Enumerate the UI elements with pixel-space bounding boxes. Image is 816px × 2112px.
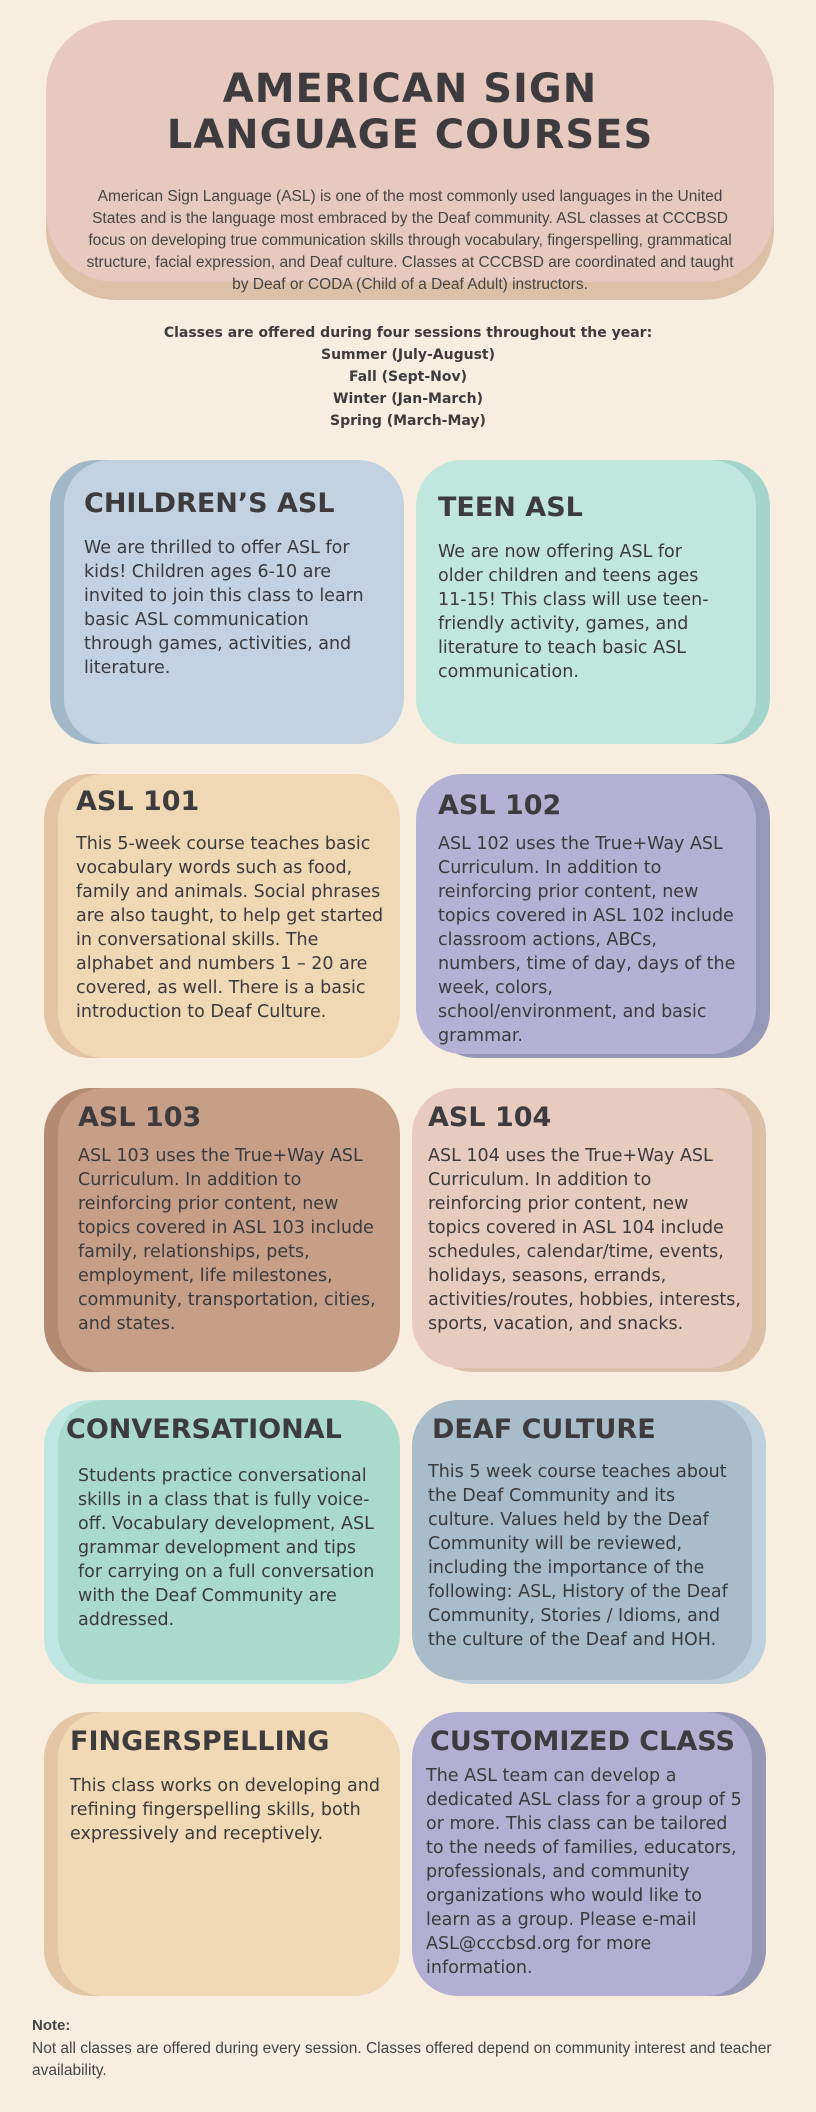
note-text: Not all classes are offered during every session. Classes offered depend on community interest and teacher availability.: [32, 2040, 772, 2079]
card-face: [416, 460, 756, 744]
course-title: CUSTOMIZED CLASS: [430, 1726, 735, 1757]
page-title: AMERICAN SIGN LANGUAGE COURSES: [166, 66, 654, 158]
course-card-asl-104: [412, 1088, 766, 1372]
course-description: ASL 102 uses the True+Way ASL Curriculum. In addition to reinforcing prior content, new topics covered in ASL 102 include classroom actions, ABCs, numbers, time of day, days of the week, colors, school/environment, and basic grammar.: [438, 834, 736, 1046]
course-title: ASL 103: [78, 1102, 202, 1133]
course-card-childrens-asl: [50, 460, 404, 744]
course-card-fingerspelling: [44, 1712, 400, 1996]
course-description: This 5-week course teaches basic vocabulary words such as food, family and animals. Social phrases are also taught, to help get started in conversational skills. The alphabet and numbers 1 – 20 are covered, as well. There is a basic introduction to Deaf Culture.: [76, 834, 384, 1022]
card-face: [58, 1400, 400, 1680]
course-title: ASL 104: [428, 1102, 552, 1133]
course-title: DEAF CULTURE: [432, 1414, 656, 1445]
course-description: This class works on developing and refining fingerspelling skills, both expressively and receptively.: [70, 1776, 380, 1844]
card-face: [58, 1088, 400, 1372]
course-description: ASL 103 uses the True+Way ASL Curriculum. In addition to reinforcing prior content, new topics covered in ASL 103 include family, relationships, pets, employment, life milestones, community, transportation, cities, and states.: [78, 1146, 376, 1334]
card-face: [412, 1400, 752, 1680]
course-description: We are thrilled to offer ASL for kids! Children ages 6-10 are invited to join this class to learn basic ASL communication through games, activities, and literature.: [84, 538, 364, 678]
course-card-asl-103: [44, 1088, 400, 1372]
header-card: [46, 20, 774, 300]
card-face: [64, 460, 404, 744]
card-face: [416, 774, 756, 1054]
course-description: We are now offering ASL for older children and teens ages 11-15! This class will use teen-friendly activity, games, and literature to teach basic ASL communication.: [438, 542, 709, 682]
session-spring: Spring (March-May): [330, 413, 486, 429]
course-title: ASL 101: [76, 786, 200, 817]
session-fall: Fall (Sept-Nov): [348, 369, 468, 385]
course-title: CHILDREN’S ASL: [84, 488, 335, 519]
card-face: [412, 1712, 752, 1996]
course-description: The ASL team can develop a dedicated ASL class for a group of 5 or more. This class can be tailored to the needs of families, educators, professionals, and community organizations who would like to learn as a group. Please e-mail ASL@cccbsd.org for more information.: [426, 1766, 742, 1978]
course-card-asl-102: [416, 774, 770, 1058]
course-title: TEEN ASL: [438, 492, 583, 523]
note-label: Note:: [32, 2017, 71, 2034]
course-title: ASL 102: [438, 790, 562, 821]
sessions-list: [0, 322, 816, 432]
session-summer: Summer (July-August): [320, 347, 496, 363]
course-description: This 5 week course teaches about the Deaf Community and its culture. Values held by the Deaf Community will be reviewed, including the importance of the following: ASL, History of the Deaf Community, Stories / Idioms, and the culture of the Deaf and HOH.: [428, 1462, 728, 1650]
sessions-intro: Classes are offered during four sessions throughout the year:: [163, 325, 653, 341]
session-winter: Winter (Jan-March): [333, 391, 483, 407]
course-title: CONVERSATIONAL: [66, 1414, 342, 1445]
intro-description: American Sign Language (ASL) is one of the most commonly used languages in the United States and is the language most embraced by the Deaf community. ASL classes at CCCBSD focus on developing true communication skills through vocabulary, fingerspelling, grammatical structure, facial expression, and Deaf culture. Classes at CCCBSD are coordinated and taught by Deaf or CODA (Child of a Deaf Adult) instructors.: [86, 188, 734, 293]
card-face: [58, 1712, 400, 1996]
course-title: FINGERSPELLING: [70, 1726, 330, 1757]
course-card-customized-class: [412, 1712, 766, 1996]
card-face: [58, 774, 400, 1058]
card-face: [412, 1088, 752, 1368]
course-card-asl-101: [44, 774, 400, 1058]
course-description: Students practice conversational skills in a class that is fully voice-off. Vocabulary development, ASL grammar development and tips for carrying on a full conversation with the Deaf Community are addressed.: [78, 1466, 375, 1630]
course-card-conversational: [44, 1400, 400, 1684]
footer-note: [32, 2016, 792, 2082]
course-card-deaf-culture: [412, 1400, 766, 1684]
course-card-teen-asl: [416, 460, 770, 744]
header-card-face: [46, 20, 774, 293]
course-description: ASL 104 uses the True+Way ASL Curriculum. In addition to reinforcing prior content, new topics covered in ASL 104 include schedules, calendar/time, events, holidays, seasons, errands, activities/routes, hobbies, interests, sports, vacation, and snacks.: [428, 1146, 741, 1334]
